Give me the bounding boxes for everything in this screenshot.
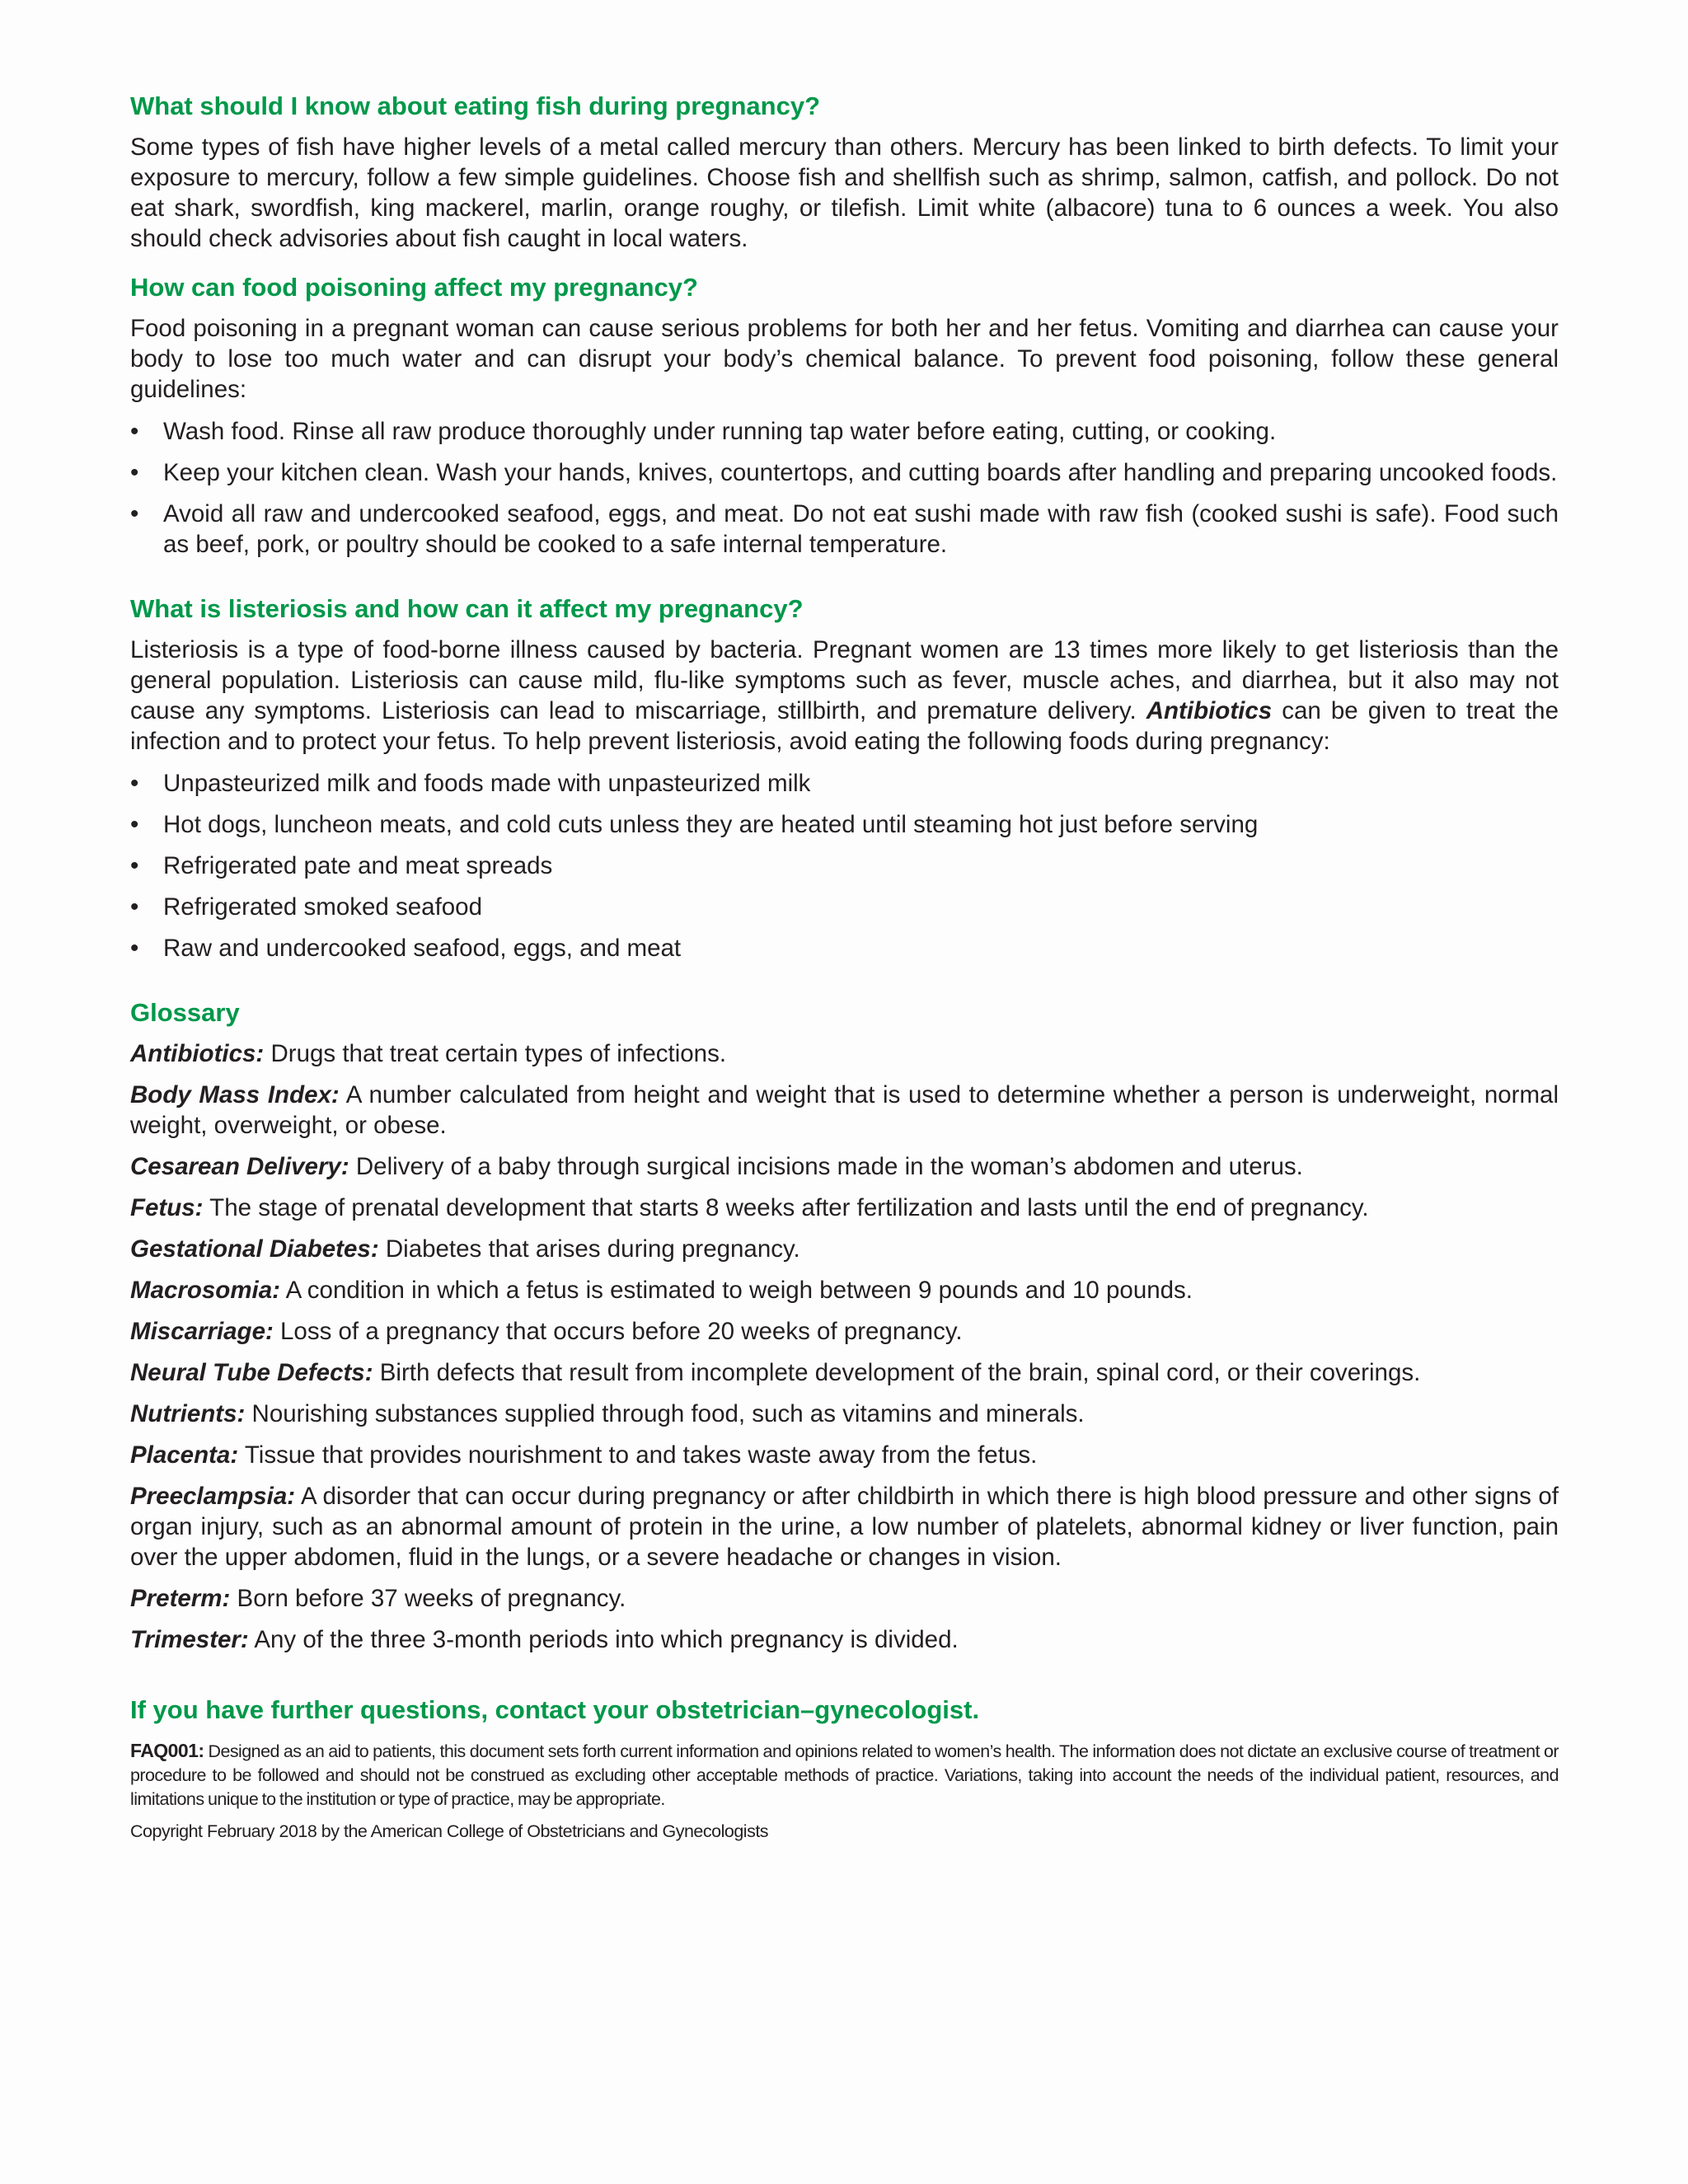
glossary-item (130, 1080, 1559, 1141)
bullet-icon: • (130, 459, 139, 486)
antibiotics-term: Antibiotics (1146, 697, 1273, 724)
food-poisoning-list (130, 416, 1559, 560)
contact-callout: If you have further questions, contact your obstetrician–gynecologist. (130, 1695, 980, 1724)
bullet-icon: • (130, 935, 139, 962)
glossary-item (130, 1275, 1559, 1305)
glossary-term: Gestational Diabetes: (130, 1235, 379, 1263)
listeriosis-paragraph: Listeriosis is a type of food-borne illness caused by bacteria. Pregnant women are 13 times more likely to get listeriosis than the general population. Listeriosis can cause mild, flu-like symptoms such as fever, muscle aches, and diarrhea, but it also may not cause any symptoms. Listeriosis can lead to miscarriage, stillbirth, and premature delivery. Antibiotics can be given to treat the infection and to protect your fetus. To help prevent listeriosis, avoid eating the following foods during pregnancy: (130, 636, 1559, 755)
faq-code: FAQ001: (130, 1740, 204, 1761)
bullet-icon: • (130, 811, 139, 838)
glossary-item (130, 1624, 1559, 1655)
glossary-heading: Glossary (130, 998, 240, 1027)
glossary-item (130, 1234, 1559, 1264)
bullet-icon: • (130, 893, 139, 921)
disclaimer (130, 1739, 1559, 1811)
listeriosis-list (130, 768, 1559, 963)
glossary-term: Macrosomia: (130, 1277, 280, 1304)
glossary-term: Placenta: (130, 1441, 239, 1469)
copyright-notice: Copyright February 2018 by the American College of Obstetricians and Gynecologists (130, 1821, 769, 1841)
glossary-term: Nutrients: (130, 1400, 246, 1427)
list-item: • Unpasteurized milk and foods made with unpasteurized milk (130, 770, 811, 797)
bullet-icon: • (130, 770, 139, 797)
glossary-term: Antibiotics: (130, 1040, 265, 1067)
list-item: • Refrigerated smoked seafood (130, 893, 483, 921)
glossary-item (130, 1316, 1559, 1347)
glossary-definition: Any of the three 3-month periods into which pregnancy is divided. (254, 1626, 959, 1653)
glossary-term: Preeclampsia: (130, 1483, 296, 1510)
list-item: • Refrigerated pate and meat spreads (130, 852, 553, 879)
list-item: • Hot dogs, luncheon meats, and cold cuts unless they are heated until steaming hot just before serving (130, 811, 1259, 838)
glossary-item (130, 1357, 1559, 1388)
glossary-item (130, 1481, 1559, 1572)
glossary-definition: Delivery of a baby through surgical incisions made in the woman’s abdomen and uterus. (355, 1153, 1303, 1180)
glossary-definition: A disorder that can occur during pregnancy or after childbirth in which there is high blood pressure and other signs of organ injury, such as an abnormal amount of protein in the urine, a low number of platelets, abnormal kidney or liver function, pain over the upper abdomen, fluid in the lungs, or a severe headache or changes in vision. (130, 1483, 1559, 1571)
bullet-icon: • (130, 418, 139, 445)
glossary-definition: Tissue that provides nourishment to and takes waste away from the fetus. (244, 1441, 1038, 1469)
bullet-icon: • (130, 852, 139, 879)
glossary-term: Body Mass Index: (130, 1081, 340, 1108)
glossary-item (130, 1151, 1559, 1182)
glossary-definition: Diabetes that arises during pregnancy. (385, 1235, 800, 1263)
glossary-item (130, 1193, 1559, 1223)
glossary-term: Trimester: (130, 1626, 249, 1653)
fish-heading: What should I know about eating fish during pregnancy? (130, 91, 820, 120)
glossary-term: Fetus: (130, 1194, 204, 1221)
glossary-definition: Loss of a pregnancy that occurs before 20 weeks of pregnancy. (280, 1318, 963, 1345)
disclaimer-text: Designed as an aid to patients, this document sets forth current information and opinions related to women’s health. The information does not dictate an exclusive course of treatment or procedure to be followed and should not be construed as excluding other acceptable methods of practice. Variations, taking into account the needs of the individual patient, resources, and limitations unique to the institution or type of practice, may be appropriate. (130, 1741, 1559, 1809)
glossary-definition: The stage of prenatal development that starts 8 weeks after fertilization and lasts until the end of pregnancy. (209, 1194, 1369, 1221)
glossary-term: Preterm: (130, 1585, 231, 1612)
glossary-term: Miscarriage: (130, 1318, 274, 1345)
food-poisoning-paragraph: Food poisoning in a pregnant woman can cause serious problems for both her and her fetus. Vomiting and diarrhea can cause your body to lose too much water and can disrupt your body’s chemical balance. To prevent food poisoning, follow these general guidelines: (130, 315, 1559, 403)
food-poisoning-heading: How can food poisoning affect my pregnancy? (130, 273, 698, 302)
bullet-icon: • (130, 500, 139, 527)
glossary-term: Neural Tube Defects: (130, 1359, 373, 1386)
list-item: • Keep your kitchen clean. Wash your hands, knives, countertops, and cutting boards after handling and preparing uncooked foods. (130, 459, 1558, 486)
glossary-definition: Nourishing substances supplied through food, such as vitamins and minerals. (251, 1400, 1085, 1427)
list-item: • Wash food. Rinse all raw produce thoroughly under running tap water before eating, cutting, or cooking. (130, 418, 1277, 445)
glossary-item (130, 1583, 1559, 1614)
glossary-definition: A number calculated from height and weight that is used to determine whether a person is underweight, normal weight, overweight, or obese. (130, 1081, 1559, 1139)
glossary-definition: Born before 37 weeks of pregnancy. (237, 1585, 626, 1612)
list-item: • Avoid all raw and undercooked seafood, eggs, and meat. Do not eat sushi made with raw fish (cooked sushi is safe). Food such as beef, pork, or poultry should be cooked to a safe internal temperature. (130, 500, 1559, 558)
glossary-definition: Drugs that treat certain types of infections. (270, 1040, 727, 1067)
glossary-definition: Birth defects that result from incomplete development of the brain, spinal cord, or their coverings. (379, 1359, 1421, 1386)
glossary-item (130, 1399, 1559, 1429)
glossary-term: Cesarean Delivery: (130, 1153, 349, 1180)
list-item: • Raw and undercooked seafood, eggs, and meat (130, 935, 682, 962)
fish-paragraph: Some types of fish have higher levels of a metal called mercury than others. Mercury has been linked to birth defects. To limit your exposure to mercury, follow a few simple guidelines. Choose fish and shellfish such as shrimp, salmon, catfish, and pollock. Do not eat shark, swordfish, king mackerel, marlin, orange roughy, or tilefish. Limit white (albacore) tuna to 6 ounces a week. You also should check advisories about fish caught in local waters. (130, 134, 1559, 252)
glossary-item (130, 1038, 1559, 1069)
glossary-list (130, 1038, 1559, 1655)
glossary-item (130, 1440, 1559, 1470)
listeriosis-heading: What is listeriosis and how can it affect my pregnancy? (130, 594, 804, 623)
glossary-definition: A condition in which a fetus is estimated to weigh between 9 pounds and 10 pounds. (285, 1277, 1193, 1304)
